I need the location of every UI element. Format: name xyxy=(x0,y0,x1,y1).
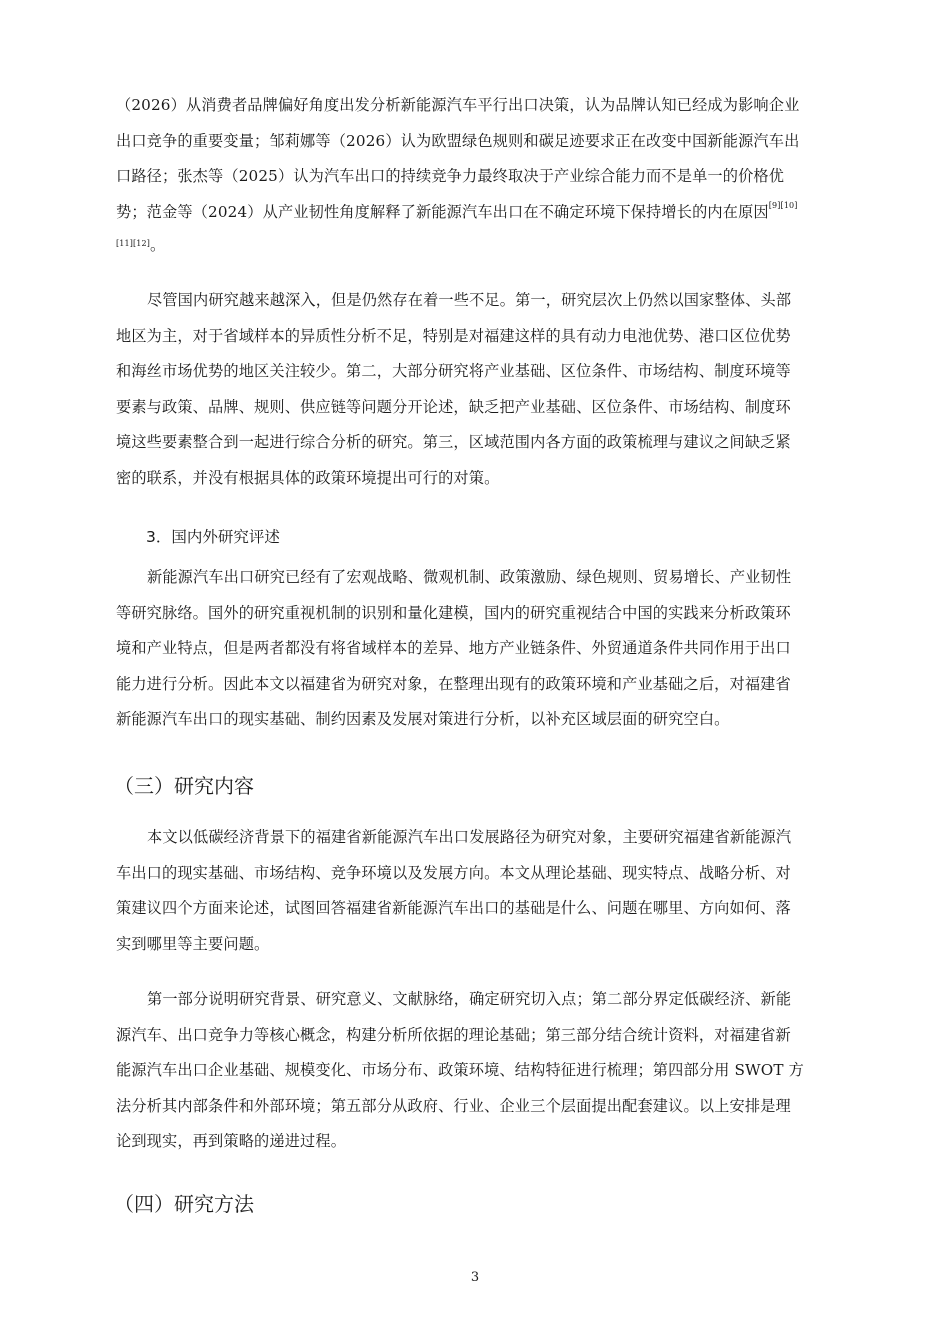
text-line: 源汽车、出口竞争力等核心概念，构建分析所依据的理论基础；第三部分结合统计资料，对福建省新 xyxy=(116,1025,791,1044)
section-heading-content: （三）研究内容 xyxy=(114,774,254,798)
text-line: 车出口的现实基础、市场结构、竞争环境以及发展方向。本文从理论基础、现实特点、战略分析、对 xyxy=(116,863,791,882)
text-line: 等研究脉络。国外的研究重视机制的识别和量化建模，国内的研究重视结合中国的实践来分析政策环 xyxy=(116,603,791,622)
text-line: 地区为主，对于省域样本的异质性分析不足，特别是对福建这样的具有动力电池优势、港口区位优势 xyxy=(116,326,791,345)
text-line: 尽管国内研究越来越深入，但是仍然存在着一些不足。第一，研究层次上仍然以国家整体、头部 xyxy=(147,291,792,309)
citation: [11][12] xyxy=(116,239,151,248)
text-line: 境和产业特点，但是两者都没有将省域样本的差异、地方产业链条件、外贸通道条件共同作用于出口 xyxy=(116,639,791,657)
paragraph-literature-domestic xyxy=(116,88,856,259)
text-line: 法分析其内部条件和外部环境；第五部分从政府、行业、企业三个层面提出配套建议。以上安排是理 xyxy=(116,1096,791,1115)
page-number: 3 xyxy=(470,1270,480,1285)
text-line: 第一部分说明研究背景、研究意义、文献脉络，确定研究切入点；第二部分界定低碳经济、新能 xyxy=(147,990,792,1008)
text-line: 能源汽车出口企业基础、规模变化、市场分布、政策环境、结构特征进行梳理；第四部分用 SWOT 方 xyxy=(116,1061,804,1079)
paragraph-content-1 xyxy=(116,820,856,962)
sentence-end: 。 xyxy=(150,236,166,254)
text-line xyxy=(116,195,856,231)
text-line: 论到现实，再到策略的递进过程。 xyxy=(116,1132,347,1150)
text-line: 境这些要素整合到一起进行综合分析的研究。第三，区域范围内各方面的政策梳理与建议之间缺乏紧 xyxy=(116,433,791,451)
text-segment: 势；范金等（2024）从产业韧性角度解释了新能源汽车出口在不确定环境下保持增长的内在原因 xyxy=(116,202,769,221)
citation: [9][10] xyxy=(768,200,798,210)
text-line xyxy=(116,230,856,259)
text-line: 和海丝市场优势的地区关注较少。第二，大部分研究将产业基础、区位条件、市场结构、制度环境等 xyxy=(116,362,791,380)
text-line: 出口竞争的重要变量；邹莉娜等（2026）认为欧盟绿色规则和碳足迹要求正在改变中国新能源汽车出 xyxy=(116,131,800,150)
text-line: 密的联系，并没有根据具体的政策环境提出可行的对策。 xyxy=(116,468,500,487)
text-line: 实到哪里等主要问题。 xyxy=(116,934,270,953)
text-line: 新能源汽车出口的现实基础、制约因素及发展对策进行分析，以补充区域层面的研究空白。 xyxy=(116,710,730,728)
text-line: 新能源汽车出口研究已经有了宏观战略、微观机制、政策激励、绿色规则、贸易增长、产业韧性 xyxy=(147,568,792,586)
paragraph-review xyxy=(116,560,856,738)
text-line: （2026）从消费者品牌偏好角度出发分析新能源汽车平行出口决策，认为品牌认知已经成为影响企业 xyxy=(116,96,800,114)
section-heading-method: （四）研究方法 xyxy=(114,1192,254,1216)
text-line: 要素与政策、品牌、规则、供应链等问题分开论述，缺乏把产业基础、区位条件、市场结构、制度环 xyxy=(116,397,791,416)
text-line: 口路径；张杰等（2025）认为汽车出口的持续竞争力最终取决于产业综合能力而不是单一的价格优 xyxy=(116,167,785,185)
text-line: 策建议四个方面来论述，试图回答福建省新能源汽车出口的基础是什么、问题在哪里、方向如何、落 xyxy=(116,899,791,917)
text-line: 能力进行分析。因此本文以福建省为研究对象，在整理出现有的政策环境和产业基础之后，对福建省 xyxy=(116,674,791,693)
text-line: 本文以低碳经济背景下的福建省新能源汽车出口发展路径为研究对象，主要研究福建省新能源汽 xyxy=(147,828,792,846)
paragraph-shortcomings xyxy=(116,283,856,496)
paragraph-content-2 xyxy=(116,982,856,1160)
section-heading-review: 3．国内外研究评述 xyxy=(146,528,280,546)
